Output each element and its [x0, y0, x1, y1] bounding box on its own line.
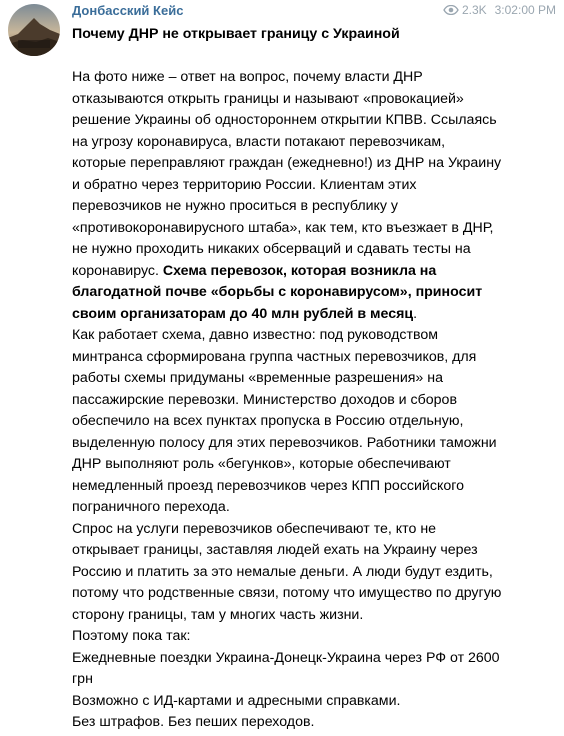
post-paragraph-5: Ежедневные поездки Украина-Донецк-Украина через РФ от 2600 грн	[72, 649, 500, 687]
post-paragraph-7: Без штрафов. Без пеших переходов.	[72, 714, 315, 730]
post-paragraph-3: Спрос на услуги перевозчиков обеспечивают те, кто не открывает границы, заставляя людей ехать на Украину через Россию и платить за это немалые деньги. А люди будут ездить, потому что родственные связи, потому что имущество по другую сторону границы, там у многих часть жизни.	[72, 520, 502, 623]
eye-icon	[443, 5, 459, 15]
post-meta	[443, 3, 556, 17]
avatar-image	[8, 4, 60, 56]
paragraph-end: .	[413, 305, 418, 322]
channel-name[interactable]: Донбасский Кейс	[72, 3, 184, 18]
post-body	[72, 24, 502, 734]
paragraph-bold: Схема перевозок, которая возникла на благодатной почве «борьбы с коронавирусом», приносит своим организаторам до 40 млн рублей в месяц	[72, 262, 483, 322]
post-header	[72, 0, 564, 20]
post-paragraph-6: Возможно с ИД-картами и адресными справками.	[72, 692, 401, 709]
post-paragraph-2: Как работает схема, давно известно: под руководством минтранса сформирована группа частных перевозчиков, для работы схемы придуманы «временные разрешения» на пассажирские перевозки. Министерство доходов и сборов обеспечило на всех пунктах пропуска в Россию отдельную, выделенную полосу для этих перевозчиков. Работники таможни ДНР выполняют роль «бегунков», которые обеспечивают немедленный проезд перевозчиков через КПП российского пограничного перехода.	[72, 327, 497, 515]
post-paragraph-1	[72, 67, 502, 325]
paragraph-text: На фото ниже – ответ на вопрос, почему власти ДНР отказываются открыть границы и называют «провокацией» решение Украины об одностороннем открытии КПВВ. Ссылаясь на угрозу коронавируса, власти потакают перевозчикам, которые переправляют граждан (ежедневно!) из ДНР на Украину и обратно через территорию России. Клиентам этих перевозчиков не нужно проситься в республику у «противокоронавирусного штаба», как тем, кто въезжает в ДНР, не нужно проходить никаких обсерваций и сдавать тесты на коронавирус.	[72, 69, 502, 279]
channel-avatar[interactable]	[8, 4, 60, 56]
post-title: Почему ДНР не открывает границу с Украиной	[72, 26, 400, 42]
view-count: 2.3K	[461, 3, 487, 17]
post-time: 3:02:00 PM	[494, 3, 556, 17]
post-paragraph-4: Поэтому пока так:	[72, 628, 191, 644]
